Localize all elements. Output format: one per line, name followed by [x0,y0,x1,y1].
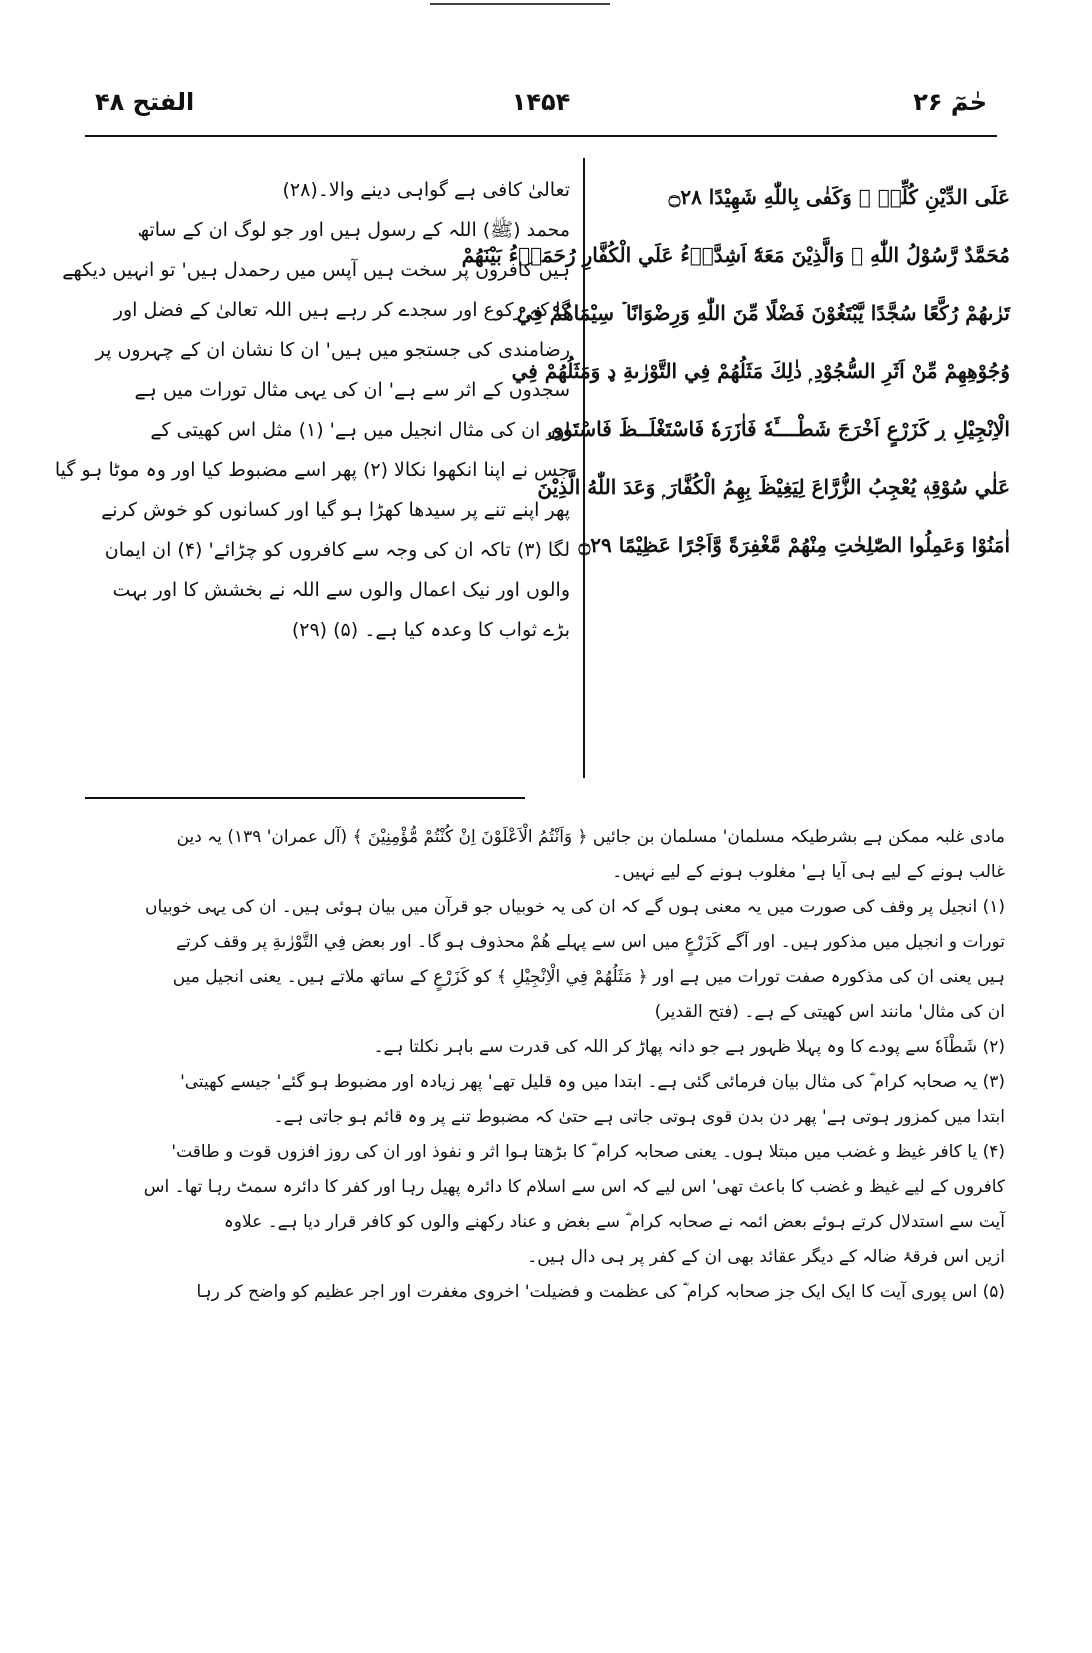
arabic-line: عَلَى الدِّيْنِ كُلِّهٖ ۭ وَكَفٰى بِاللّٰهِ شَهِيْدًا ۝۲۸ [668,185,1010,209]
footnote-line: ہیں یعنی ان کی مذکورہ صفت تورات میں ہے اور ﴿ مَثَلُهُمْ فِي الْاِنْجِيْلِ ﴾ کو كَزَرْعٍ کے ساتھ ملاتے ہیں۔ یعنی انجیل میں [172,967,1005,987]
footnote-line: کافروں کے لیے غیظ و غضب کا باعث تھی' اس لیے کہ اس سے اسلام کا دائرہ پھیل رہا اور کفر کا دائرہ سمٹ رہا تھا۔ اس [143,1177,1005,1197]
urdu-line: بڑے ثواب کا وعدہ کیا ہے۔ (۵) (۲۹) [291,619,570,641]
urdu-line: گا کہ رکوع اور سجدے کر رہے ہیں اللہ تعالیٰ کے فضل اور [113,299,570,321]
arabic-line: عَلٰي سُوْقِهٖ يُعْجِبُ الزُّرَّاعَ لِيَغِيْظَ بِهِمُ الْكُفَّارَ ۭ وَعَدَ اللّٰهُ الَّذِيْنَ [537,475,1010,499]
footnote-line: (۴) یا کافر غیظ و غضب میں مبتلا ہوں۔ یعنی صحابہ کرام ؓ کا بڑھتا ہوا اثر و نفوذ اور ان کی روز افزوں قوت و طاقت' [171,1142,1005,1162]
surah-name-header: الفتح ۴۸ [95,88,195,116]
top-edge-rule [430,3,610,5]
column-divider [583,158,585,778]
page-header [85,88,997,132]
arabic-line: وُجُوْهِهِمْ مِّنْ اَثَرِ السُّجُوْدِ ۭ ذٰلِكَ مَثَلُهُمْ فِي التَّوْرٰىةِ ډ وَمَثَلُهُمْ فِي [511,359,1010,383]
urdu-line: جس نے اپنا انکھوا نکالا (۲) پھر اسے مضبوط کیا اور وہ موٹا ہو گیا [54,459,570,481]
urdu-line: پھر اپنے تنے پر سیدھا کھڑا ہو گیا اور کسانوں کو خوش کرنے [101,499,570,521]
footnote-line: ازیں اس فرقۂ ضالہ کے دیگر عقائد بھی ان کے کفر پر ہی دال ہیں۔ [527,1247,1005,1267]
footnotes-section [85,820,1005,1310]
footnote-divider [85,797,525,799]
footnote-line: مادی غلبہ ممکن ہے بشرطیکہ مسلمان' مسلمان بن جائیں ﴿ وَاَنْتُمُ الْاَعْلَوْنَ اِنْ كُنْتُمْ مُّؤْمِنِيْنَ ﴾ (آل عمران' ۱۳۹) یہ دین [176,827,1005,847]
footnote-line: ان کی مثال' مانند اس کھیتی کے ہے۔ (فتح القدیر) [654,1002,1005,1022]
footnote-line: (۱) انجیل پر وقف کی صورت میں یہ معنی ہوں گے کہ ان کی یہ خوبیاں جو قرآن میں بیان ہوئی ہیں۔ ان کی یہی خوبیاں [145,897,1005,917]
urdu-line: تعالیٰ کافی ہے گواہی دینے والا۔(۲۸) [282,179,570,201]
footnote-line: (۳) یہ صحابہ کرام ؓ کی مثال بیان فرمائی گئی ہے۔ ابتدا میں وہ قلیل تھے' پھر زیادہ اور مضبوط ہو گئے' جیسے کھیتی' [180,1072,1005,1092]
urdu-line: والوں اور نیک اعمال والوں سے اللہ نے بخشش کا اور بہت [112,579,570,601]
juz-name-header: حٰمٓ ۲۶ [913,88,987,116]
footnote-line: (۵) اس پوری آیت کا ایک ایک جز صحابہ کرام ؓ کی عظمت و فضیلت' اخروی مغفرت اور اجر عظیم کو واضح کر رہا [196,1282,1005,1302]
arabic-quran-text [461,168,1010,574]
urdu-translation [54,170,570,650]
arabic-line: الْاِنْجِيْلِ ڔ كَزَرْعٍ اَخْرَجَ شَطْــــَٔهٗ فَاٰزَرَهٗ فَاسْتَغْلَــظَ فَاسْتَوٰى [547,417,1010,441]
urdu-line: ہیں کافروں پر سخت ہیں آپس میں رحمدل ہیں' تو انہیں دیکھے [62,259,570,281]
header-divider [85,135,997,137]
footnote-line: آیت سے استدلال کرتے ہوئے بعض ائمہ نے صحابہ کرام ؓ سے بغض و عناد رکھنے والوں کو کافر قرار دیا ہے۔ علاوہ [223,1212,1005,1232]
arabic-line: اٰمَنُوْا وَعَمِلُوا الصّٰلِحٰتِ مِنْهُمْ مَّغْفِرَةً وَّاَجْرًا عَظِيْمًا ۝۲۹ [578,533,1010,557]
footnote-line: (۲) شَطْاَهٗ سے پودے کا وہ پہلا ظہور ہے جو دانہ پھاڑ کر اللہ کی قدرت سے باہر نکلتا ہے۔ [373,1037,1005,1057]
arabic-line: مُحَمَّدٌ رَّسُوْلُ اللّٰهِ ۭ وَالَّذِيْنَ مَعَهٗٓ اَشِدَّاۗءُ عَلَي الْكُفَّارِ رُحَمَاۗءُ بَيْنَهُمْ [461,243,1010,267]
urdu-line: سجدوں کے اثر سے ہے' ان کی یہی مثال تورات میں ہے [134,379,570,401]
arabic-line: تَرٰىهُمْ رُكَّعًا سُجَّدًا يَّبْتَغُوْنَ فَضْلًا مِّنَ اللّٰهِ وَرِضْوَانًا ۡ سِيْمَاهُمْ فِيْ [516,301,1010,325]
footnote-line: ابتدا میں کمزور ہوتی ہے' پھر دن بدن قوی ہوتی جاتی ہے حتیٰ کہ مضبوط تنے پر وہ قائم ہو جاتی ہے۔ [273,1107,1005,1127]
urdu-line: محمد (ﷺ) اللہ کے رسول ہیں اور جو لوگ ان کے ساتھ [137,219,570,241]
footnote-line: تورات و انجیل میں مذکور ہیں۔ اور آگے كَزَرْعٍ میں اس سے پہلے هُمْ محذوف ہو گا۔ اور بعض فِي التَّوْرٰىةِ پر وقف کرتے [176,932,1005,952]
urdu-line: اور ان کی مثال انجیل میں ہے' (۱) مثل اس کھیتی کے [150,419,570,441]
footnote-line: غالب ہونے کے لیے ہی آیا ہے' مغلوب ہونے کے لیے نہیں۔ [612,862,1005,882]
page-number: ۱۴۵۴ [511,88,571,116]
urdu-line: لگا (۳) تاکہ ان کی وجہ سے کافروں کو چڑائے' (۴) ان ایمان [104,539,570,561]
urdu-line: رضامندی کی جستجو میں ہیں' ان کا نشان ان کے چہروں پر [95,339,570,361]
